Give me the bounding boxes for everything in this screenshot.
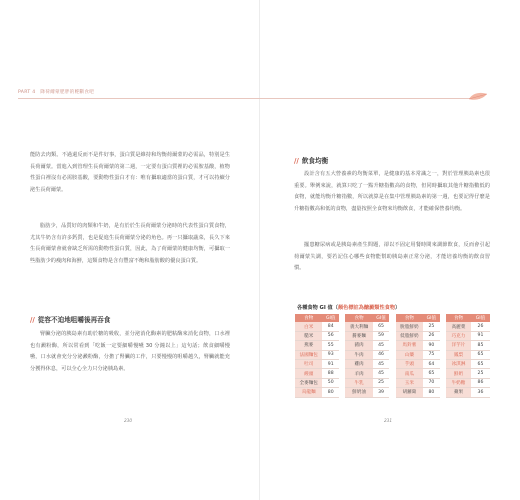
food-name-cell: 豬肉	[345, 341, 372, 350]
food-name-cell: 馬鈴薯	[396, 341, 423, 350]
gi-table	[396, 314, 440, 398]
left-paragraph-3	[30, 329, 230, 375]
column-header-gi: GI值	[471, 314, 490, 322]
table-row	[345, 378, 389, 387]
gi-value-cell: 93	[322, 350, 339, 359]
food-name-cell: 胡蘿蔔	[396, 388, 423, 397]
gi-value-cell: 26	[423, 331, 440, 340]
gi-value-cell: 56	[322, 331, 339, 340]
food-name-cell: 鮮奶油	[345, 388, 372, 397]
food-name-cell: 牛肉	[345, 350, 372, 359]
food-name-cell: 低脂鮮奶	[396, 331, 423, 340]
food-name-cell: 羊肉	[345, 369, 372, 378]
table-row	[446, 322, 490, 331]
header-rule	[18, 98, 480, 99]
table-row	[345, 341, 389, 350]
food-name-cell: 烏龍麵	[295, 388, 322, 397]
gi-value-cell: 36	[471, 388, 490, 397]
column-header-gi: GI值	[423, 314, 440, 322]
gi-value-cell: 50	[322, 378, 339, 387]
table-row	[446, 359, 490, 368]
gi-value-cell: 80	[423, 388, 440, 397]
table-row	[295, 378, 339, 387]
gi-table	[345, 314, 389, 398]
table-row	[396, 341, 440, 350]
right-paragraph-1-text: 設計含有五大營養素的均衡菜單，是健康的基本常識之一，對於管理胰島素也很重要。舉例來說，就算只吃了一點升糖指數高的食物，但同時攝取其他升糖指數低的食物，就能均衡升糖指數，所以就算是在集中管理胰島素的第一週，也要記得仔麼是升糖指數高和低的食物，盡量按照全食物來均衡飲食，才能確保營養均衡。	[294, 171, 490, 212]
gi-value-cell: 88	[322, 369, 339, 378]
gi-value-cell: 65	[373, 322, 390, 331]
left-paragraph-2-text: 脂肪少，品質好的肉類和牛奶，是有於於生長荷爾蒙分泌時的代表性蛋白質食物，尤其牛奶含有許多鈣質，也是促進生長荷爾蒙分泌的角色。再一只攝取蔬菜，長久下來生長荷爾蒙會就會缺乏所需的動物性蛋白質，因此，為了荷爾蒙的健康均衡，可攝取一些脂肪少的瘦肉和海鮮，這類食物是含有豐富不飽和脂肪酸的優良蛋白質。	[30, 223, 230, 264]
food-name-cell: 雞肉	[345, 359, 372, 368]
left-page-number: 230	[124, 418, 132, 423]
gi-value-cell: 45	[373, 341, 390, 350]
food-name-cell: 蕎麥麵	[345, 331, 372, 340]
table-row	[446, 341, 490, 350]
table-row	[446, 369, 490, 378]
gi-table	[295, 314, 339, 398]
gi-value-cell: 65	[423, 369, 440, 378]
table-row	[446, 331, 490, 340]
column-header-food: 食物	[295, 314, 322, 322]
food-name-cell: 巧克力	[446, 331, 471, 340]
table-header-row	[345, 314, 389, 322]
food-name-cell: 糙米	[295, 331, 322, 340]
food-name-cell: 饅頭	[295, 369, 322, 378]
food-name-cell: 南瓜	[396, 369, 423, 378]
gi-value-cell: 90	[423, 341, 440, 350]
column-header-food: 食物	[345, 314, 372, 322]
food-name-cell: 燕麥	[295, 341, 322, 350]
food-name-cell: 山藥	[396, 350, 423, 359]
gi-value-cell: 25	[373, 378, 390, 387]
left-section-heading-text: 從容不迫地咀嚼後再吞食	[37, 316, 111, 324]
gi-value-cell: 59	[373, 331, 390, 340]
gi-value-cell: 91	[471, 331, 490, 340]
column-header-food: 食物	[446, 314, 471, 322]
gi-table-title-prefix: 各種食物 GI 值（	[297, 305, 338, 311]
gi-value-cell: 39	[373, 388, 390, 397]
food-name-cell: 牛乳	[345, 378, 372, 387]
table-row	[396, 322, 440, 331]
table-row	[345, 322, 389, 331]
gi-value-cell: 45	[373, 359, 390, 368]
left-paragraph-1-text: 能防去肉類。不過還反而不是件好事，蛋白質是維持和均衡荷爾蒙的必需品，特別是生長荷爾蒙。當進入到管理生長荷爾蒙的第二週，一定要有蛋白質裡的必需胺基酸，植物性蛋白裡沒有必需胺基酸，要動物性蛋白才有：唯有攝取適當的蛋白質，才可以持續分泌生長荷爾蒙。	[30, 152, 230, 193]
table-header-row	[446, 314, 490, 322]
food-name-cell: 冰淇淋	[446, 359, 471, 368]
table-row	[345, 359, 389, 368]
gi-value-cell: 85	[471, 341, 490, 350]
left-paragraph-2	[30, 221, 230, 267]
table-row	[396, 359, 440, 368]
food-name-cell: 脫脂鮮奶	[396, 322, 423, 331]
food-name-cell: 芋頭	[396, 359, 423, 368]
heading-slash-icon: //	[30, 316, 35, 324]
food-name-cell: 牛奶糖	[446, 378, 471, 387]
food-name-cell: 洋芋片	[446, 341, 471, 350]
gi-value-cell: 70	[423, 378, 440, 387]
book-spine	[259, 0, 260, 500]
gi-table	[446, 314, 490, 398]
gi-table-title	[297, 304, 400, 311]
running-header: PART 4 降荷爾蒙肥胖的輕斷食吧	[18, 90, 95, 95]
table-row	[396, 350, 440, 359]
food-name-cell: 鳳梨	[446, 350, 471, 359]
gi-tables	[295, 314, 490, 398]
food-name-cell: 義大利麵	[345, 322, 372, 331]
heading-slash-icon: //	[294, 157, 299, 165]
gi-value-cell: 65	[471, 350, 490, 359]
food-name-cell: 蘋果	[446, 388, 471, 397]
food-name-cell: 鮮奶	[446, 369, 471, 378]
gi-value-cell: 25	[423, 322, 440, 331]
table-header-row	[295, 314, 339, 322]
column-header-food: 食物	[396, 314, 423, 322]
gi-value-cell: 80	[322, 388, 339, 397]
left-paragraph-1	[30, 150, 230, 196]
table-header-row	[396, 314, 440, 322]
table-row	[396, 331, 440, 340]
gi-value-cell: 86	[471, 378, 490, 387]
table-row	[295, 341, 339, 350]
table-row	[295, 369, 339, 378]
column-header-gi: GI值	[322, 314, 339, 322]
food-name-cell: 吐司	[295, 359, 322, 368]
table-row	[295, 322, 339, 331]
table-row	[446, 378, 490, 387]
gi-value-cell: 75	[423, 350, 440, 359]
table-row	[345, 369, 389, 378]
table-row	[295, 350, 339, 359]
food-name-cell: 全麥麵包	[295, 378, 322, 387]
gi-table-title-highlight: 顏色標註為醣澱類性食物	[337, 305, 396, 311]
right-page-number: 231	[384, 418, 392, 423]
leaf-icon	[468, 92, 488, 101]
right-paragraph-1	[294, 169, 490, 215]
left-paragraph-3-text: 腎臟分泌的胰島素有助於糖的吸收，並分泌消化酶素的肥粘酶來消化食物，口水裡也有澱粉酶，所以常看到「吃飯一定要細嚼慢嚥 30 分鐘以上」這句話；飲食細嚼慢嚥，口水就會充分分泌澱粉酶，分擔了腎臟的工作，只要慢慢的咀嚼越久，腎臟就能充分獲得休息，可以全心全力只分泌胰島素。	[30, 331, 230, 372]
gi-value-cell: 91	[322, 359, 339, 368]
gi-value-cell: 26	[471, 322, 490, 331]
gi-value-cell: 65	[471, 359, 490, 368]
table-row	[446, 388, 490, 397]
table-row	[295, 388, 339, 397]
gi-value-cell: 84	[322, 322, 339, 331]
food-name-cell: 高麗菜	[446, 322, 471, 331]
gi-table-title-suffix: ）	[395, 305, 401, 311]
food-name-cell: 玉米	[396, 378, 423, 387]
gi-value-cell: 55	[322, 341, 339, 350]
table-row	[345, 331, 389, 340]
table-row	[295, 359, 339, 368]
gi-value-cell: 45	[373, 369, 390, 378]
left-section-heading	[30, 314, 110, 324]
gi-value-cell: 46	[373, 350, 390, 359]
table-row	[446, 350, 490, 359]
right-section-heading-text: 飲食均衡	[301, 157, 329, 165]
food-name-cell: 法國麵包	[295, 350, 322, 359]
table-row	[295, 331, 339, 340]
right-paragraph-2	[294, 240, 490, 275]
table-row	[345, 350, 389, 359]
gi-value-cell: 64	[423, 359, 440, 368]
right-section-heading	[294, 155, 328, 165]
food-name-cell: 白米	[295, 322, 322, 331]
table-row	[396, 369, 440, 378]
gi-value-cell: 25	[471, 369, 490, 378]
column-header-gi: GI值	[373, 314, 390, 322]
table-row	[396, 378, 440, 387]
table-row	[396, 388, 440, 397]
right-paragraph-2-text: 擺患糖尿病或是胰島素產生問題，卻以不固定用餐時間來調節飲食，反而會引起荷爾蒙失調，要若記住心哪些食物能幫助胰島素正常分泌，才能培養均衡的飲食習慣。	[294, 242, 490, 272]
table-row	[345, 388, 389, 397]
